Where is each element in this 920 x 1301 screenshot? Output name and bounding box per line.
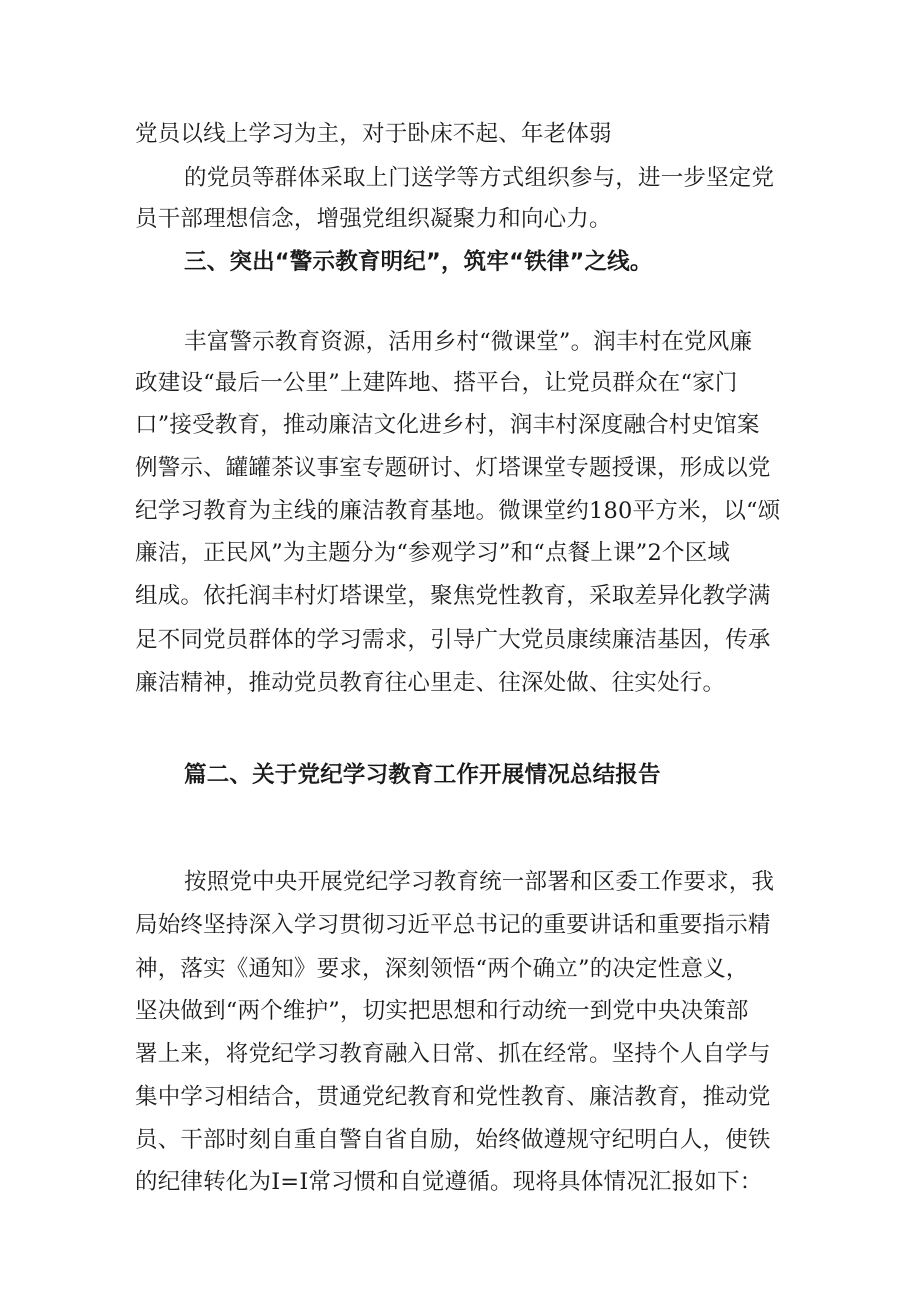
section-heading: 三、突出“警示教育明纪”，筑牢“铁律”之线。 bbox=[184, 249, 653, 275]
paragraph-line: 的党员等群体采取上门送学等方式组织参与，进一步坚定党 bbox=[184, 165, 775, 191]
article-title: 篇二、关于党纪学习教育工作开展情况总结报告 bbox=[184, 762, 661, 788]
paragraph-line: 廉洁，正民风”为主题分为“参观学习”和“点餐上课”2个区域 bbox=[135, 540, 731, 566]
paragraph-line: 纪学习教育为主线的廉洁教育基地。微课堂约180平方米，以“颂 bbox=[135, 498, 781, 524]
paragraph-line: 坚决做到“两个维护”，切实把思想和行动统一到党中央决策部 bbox=[135, 998, 749, 1024]
paragraph-line: 的纪律转化为I=I常习惯和自觉遵循。现将具体情况汇报如下： bbox=[135, 1169, 763, 1195]
paragraph-line: 丰富警示教育资源，活用乡村“微课堂”。润丰村在党风廉 bbox=[184, 329, 753, 355]
paragraph-line: 组成。依托润丰村灯塔课堂，聚焦党性教育，采取差异化教学满 bbox=[135, 583, 771, 609]
paragraph-line: 廉洁精神，推动党员教育往心里走、往深处做、往实处行。 bbox=[135, 670, 726, 696]
paragraph-line: 员干部理想信念，增强党组织凝聚力和向心力。 bbox=[135, 206, 612, 232]
paragraph-line: 党员以线上学习为主，对于卧床不起、年老体弱 bbox=[135, 121, 612, 147]
paragraph-line: 口”接受教育，推动廉洁文化进乡村，润丰村深度融合村史馆案 bbox=[135, 412, 760, 438]
paragraph-line: 例警示、罐罐茶议事室专题研讨、灯塔课堂专题授课，形成以党 bbox=[135, 455, 771, 481]
paragraph-line: 神，落实《通知》要求，深刻领悟“两个确立”的决定性意义， bbox=[135, 956, 749, 982]
paragraph-line: 集中学习相结合，贯通党纪教育和党性教育、廉洁教育，推动党 bbox=[135, 1084, 771, 1110]
paragraph-line: 政建设“最后一公里”上建阵地、搭平台，让党员群众在“家门 bbox=[135, 370, 738, 396]
paragraph-line: 员、干部时刻自重自警自省自励，始终做遵规守纪明白人，使铁 bbox=[135, 1127, 771, 1153]
paragraph-line: 足不同党员群体的学习需求，引导广大党员康续廉洁基因，传承 bbox=[135, 627, 771, 653]
paragraph-line: 署上来，将党纪学习教育融入日常、抓在经常。坚持个人自学与 bbox=[135, 1041, 771, 1067]
paragraph-line: 按照党中央开展党纪学习教育统一部署和区委工作要求，我 bbox=[184, 869, 775, 895]
paragraph-line: 局始终坚持深入学习贯彻习近平总书记的重要讲话和重要指示精 bbox=[135, 912, 771, 938]
